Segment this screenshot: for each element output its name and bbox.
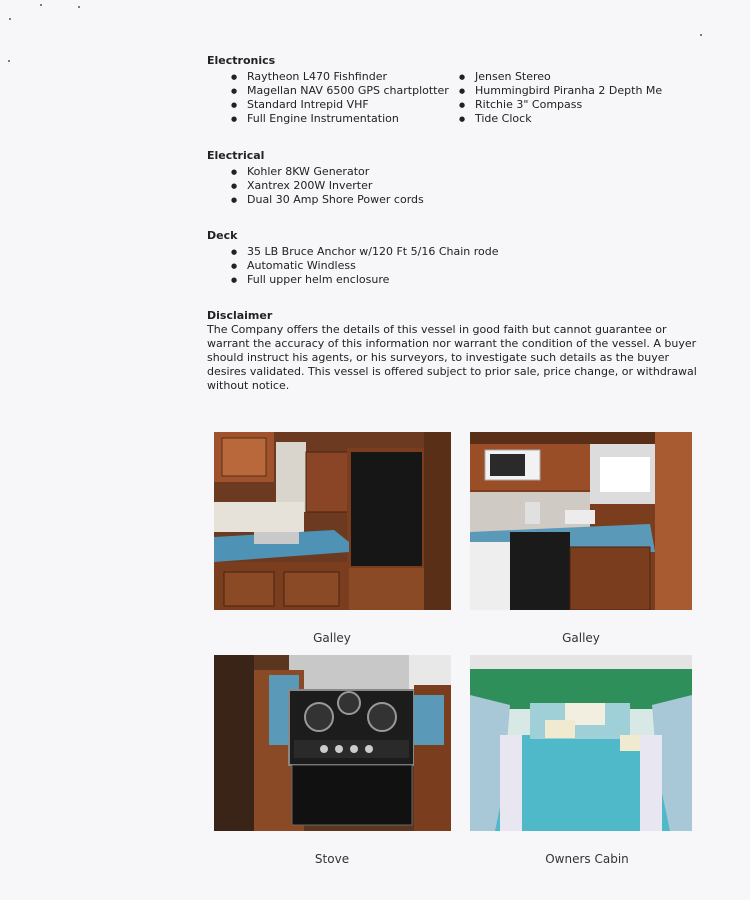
list-item: ● Kohler 8KW Generator — [207, 165, 707, 179]
list-item: ● Automatic Windless — [207, 259, 707, 273]
photo-caption: Owners Cabin — [545, 852, 629, 866]
list-item: ● Full Engine Instrumentation — [207, 112, 459, 126]
list-item: ● Raytheon L470 Fishfinder — [207, 70, 459, 84]
list-item: ● 35 LB Bruce Anchor w/120 Ft 5/16 Chain rode — [207, 245, 707, 259]
electronics-list-right — [459, 70, 662, 126]
electrical-list — [207, 165, 707, 207]
list-item: ● Magellan NAV 6500 GPS chartplotter — [207, 84, 459, 98]
disclaimer-section — [207, 309, 707, 393]
list-item: ● Xantrex 200W Inverter — [207, 179, 707, 193]
photo-caption: Galley — [313, 631, 351, 645]
list-item: ● Jensen Stereo — [459, 70, 662, 84]
list-item: ● Full upper helm enclosure — [207, 273, 707, 287]
electronics-list-left — [207, 70, 459, 126]
scan-speck — [78, 6, 80, 8]
list-item: ● Tide Clock — [459, 112, 662, 126]
electronics-heading: Electronics — [207, 54, 276, 67]
deck-section — [207, 229, 707, 287]
photo-caption: Stove — [314, 852, 350, 866]
disclaimer-text: The Company offers the details of this vessel in good faith but cannot guarantee or warrant the accuracy of this information nor warrant the condition of the vessel. A buyer should instruct his agents, or his surveyors, to investigate such details as the buyer desires validated. This vessel is offered subject to prior sale, price change, or withdrawal without notice. — [207, 323, 697, 392]
list-item: ● Standard Intrepid VHF — [207, 98, 459, 112]
disclaimer-heading: Disclaimer — [207, 309, 273, 322]
photo-stove — [214, 655, 451, 831]
electronics-section — [207, 54, 707, 126]
electrical-section — [207, 149, 707, 207]
photo-galley-microwave — [470, 432, 692, 610]
deck-list — [207, 245, 707, 287]
list-item: ● Dual 30 Amp Shore Power cords — [207, 193, 707, 207]
scan-speck — [40, 4, 42, 6]
photo-galley-sink — [214, 432, 451, 610]
scan-speck — [9, 18, 11, 20]
deck-heading: Deck — [207, 229, 238, 242]
list-item: ● Hummingbird Piranha 2 Depth Me — [459, 84, 662, 98]
scan-speck — [700, 34, 702, 36]
photo-owners-cabin — [470, 655, 692, 831]
electrical-heading: Electrical — [207, 149, 265, 162]
scan-speck — [8, 60, 10, 62]
photo-caption: Galley — [562, 631, 600, 645]
list-item: ● Ritchie 3" Compass — [459, 98, 662, 112]
